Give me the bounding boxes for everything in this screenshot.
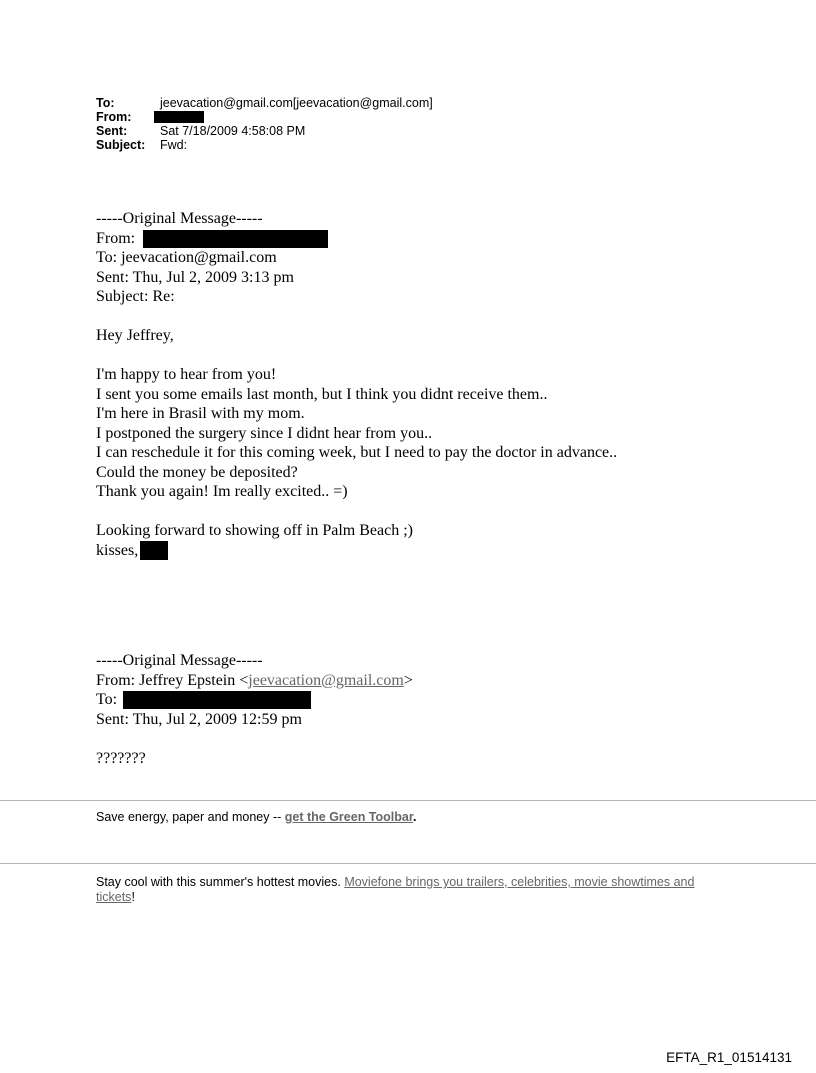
original-message-2 [96, 651, 413, 768]
footer-ad-moviefone [96, 875, 736, 905]
header-to-label: To: [96, 96, 115, 110]
message-closing: Looking forward to showing off in Palm Beach ;) [96, 522, 413, 539]
redaction-box [154, 111, 204, 123]
message-sent-line: Sent: Thu, Jul 2, 2009 3:13 pm [96, 268, 294, 286]
document-id: EFTA_R1_01514131 [666, 1050, 792, 1065]
header-to-value: jeevacation@gmail.com[jeevacation@gmail.com] [160, 96, 433, 110]
original-message-1 [96, 209, 617, 560]
message-body-line: I can reschedule it for this coming week, but I need to pay the doctor in advance.. [96, 444, 618, 461]
ad-text: Stay cool with this summer's hottest movies. [96, 875, 345, 889]
header-to-row [96, 96, 433, 110]
header-subject-value: Fwd: [160, 138, 188, 152]
message-body-line: I'm here in Brasil with my mom. [96, 405, 305, 422]
message-signoff-row [96, 541, 617, 561]
header-sent-label: Sent: [96, 124, 128, 138]
redaction-box [140, 541, 168, 560]
ad-end: ! [131, 890, 135, 904]
redaction-box [123, 691, 311, 709]
message-body-line: Thank you again! Im really excited.. =) [96, 483, 348, 500]
moviefone-link[interactable]: Moviefone brings you trailers, celebrities, movie showtimes and tickets [96, 875, 695, 904]
message-body-line: I postponed the surgery since I didnt hear from you.. [96, 424, 433, 442]
message-from-prefix: From: Jeffrey Epstein < [96, 671, 249, 689]
footer-divider [0, 863, 816, 864]
header-sent-value: Sat 7/18/2009 4:58:08 PM [160, 124, 306, 138]
message-to-line: To: jeevacation@gmail.com [96, 249, 277, 266]
message-greeting: Hey Jeffrey, [96, 327, 174, 344]
message-from-row [96, 671, 413, 691]
message-body: ??????? [96, 749, 146, 767]
header-subject-label: Subject: [96, 138, 146, 152]
footer-ad-green-toolbar [96, 810, 736, 825]
message-signoff: kisses, [96, 541, 139, 559]
message-from-row [96, 229, 617, 249]
message-separator: -----Original Message----- [96, 210, 263, 227]
ad-text: Save energy, paper and money -- [96, 810, 285, 824]
header-from-label: From: [96, 110, 132, 124]
message-subject-line: Subject: Re: [96, 288, 175, 305]
redaction-box [143, 230, 328, 248]
footer-divider [0, 800, 816, 801]
message-to-label: To: [96, 691, 118, 708]
message-from-suffix: > [403, 671, 413, 689]
sender-email-link[interactable]: jeevacation@gmail.com [248, 671, 404, 689]
header-subject-row [96, 138, 433, 152]
header-sent-row [96, 124, 433, 138]
green-toolbar-link[interactable]: get the Green Toolbar [284, 810, 414, 824]
ad-end: . [413, 810, 417, 824]
message-body-line: I'm happy to hear from you! [96, 366, 277, 383]
message-sent-line: Sent: Thu, Jul 2, 2009 12:59 pm [96, 710, 302, 728]
message-body-line: I sent you some emails last month, but I think you didnt receive them.. [96, 385, 548, 403]
message-from-label: From: [96, 229, 136, 247]
message-separator: -----Original Message----- [96, 652, 263, 669]
message-to-row [96, 690, 413, 710]
email-header [96, 96, 433, 152]
message-body-line: Could the money be deposited? [96, 463, 298, 481]
header-from-row [96, 110, 433, 124]
